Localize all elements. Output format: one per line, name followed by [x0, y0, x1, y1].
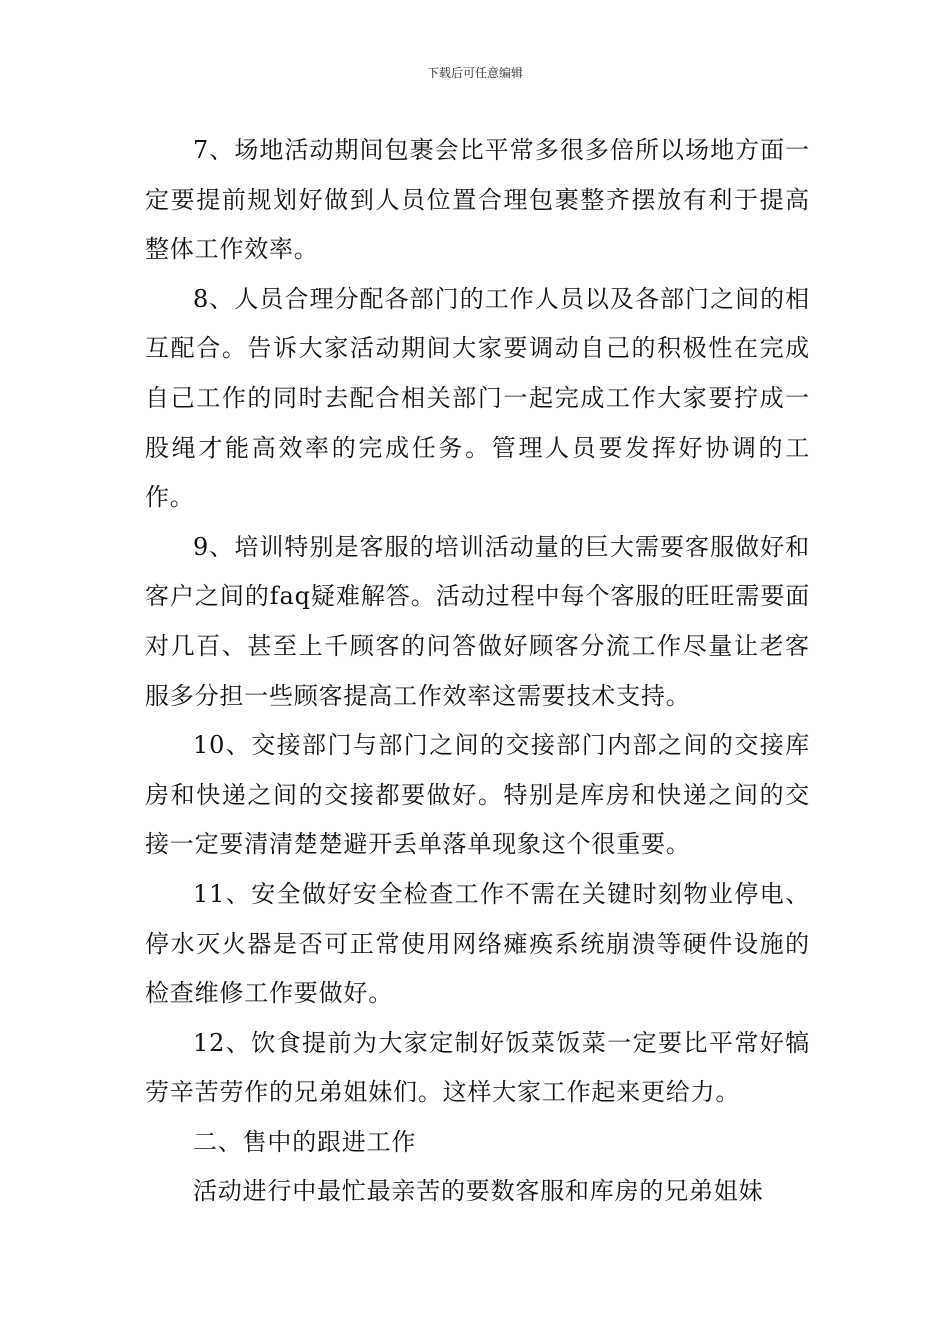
- paragraph-12-catering: 12、饮食提前为大家定制好饭菜饭菜一定要比平常好犒劳辛苦劳作的兄弟姐妹们。这样大家工作起来更给力。: [145, 1028, 810, 1107]
- paragraph-8-staffing: 8、人员合理分配各部门的工作人员以及各部门之间的相互配合。告诉大家活动期间大家要调动自己的积极性在完成自己工作的同时去配合相关部门一起完成工作大家要拧成一股绳才能高效率的完成任务。管理人员要发挥好协调的工作。: [145, 284, 810, 512]
- paragraph-7-venue: 7、场地活动期间包裹会比平常多很多倍所以场地方面一定要提前规划好做到人员位置合理包裹整齐摆放有利于提高整体工作效率。: [145, 136, 810, 264]
- page-header: 下载后可任意编辑: [426, 66, 523, 80]
- document-body: [145, 126, 810, 1217]
- paragraph-10-handover: 10、交接部门与部门之间的交接部门内部之间的交接库房和快递之间的交接都要做好。特别是库房和快递之间的交接一定要清清楚楚避开丢单落单现象这个很重要。: [145, 731, 810, 859]
- paragraph-9-training: 9、培训特别是客服的培训活动量的巨大需要客服做好和客户之间的faq疑难解答。活动过程中每个客服的旺旺需要面对几百、甚至上千顾客的问答做好顾客分流工作尽量让老客服多分担一些顾客提高工作效率这需要技术支持。: [145, 532, 810, 710]
- paragraph-in-sale-intro: 活动进行中最忙最亲苦的要数客服和库房的兄弟姐妹: [193, 1177, 764, 1206]
- paragraph-11-safety: 11、安全做好安全检查工作不需在关键时刻物业停电、停水灭火器是否可正常使用网络瘫痪系统崩溃等硬件设施的检查维修工作要做好。: [145, 879, 810, 1008]
- section-heading-in-sale-followup: 二、售中的跟进工作: [193, 1127, 417, 1156]
